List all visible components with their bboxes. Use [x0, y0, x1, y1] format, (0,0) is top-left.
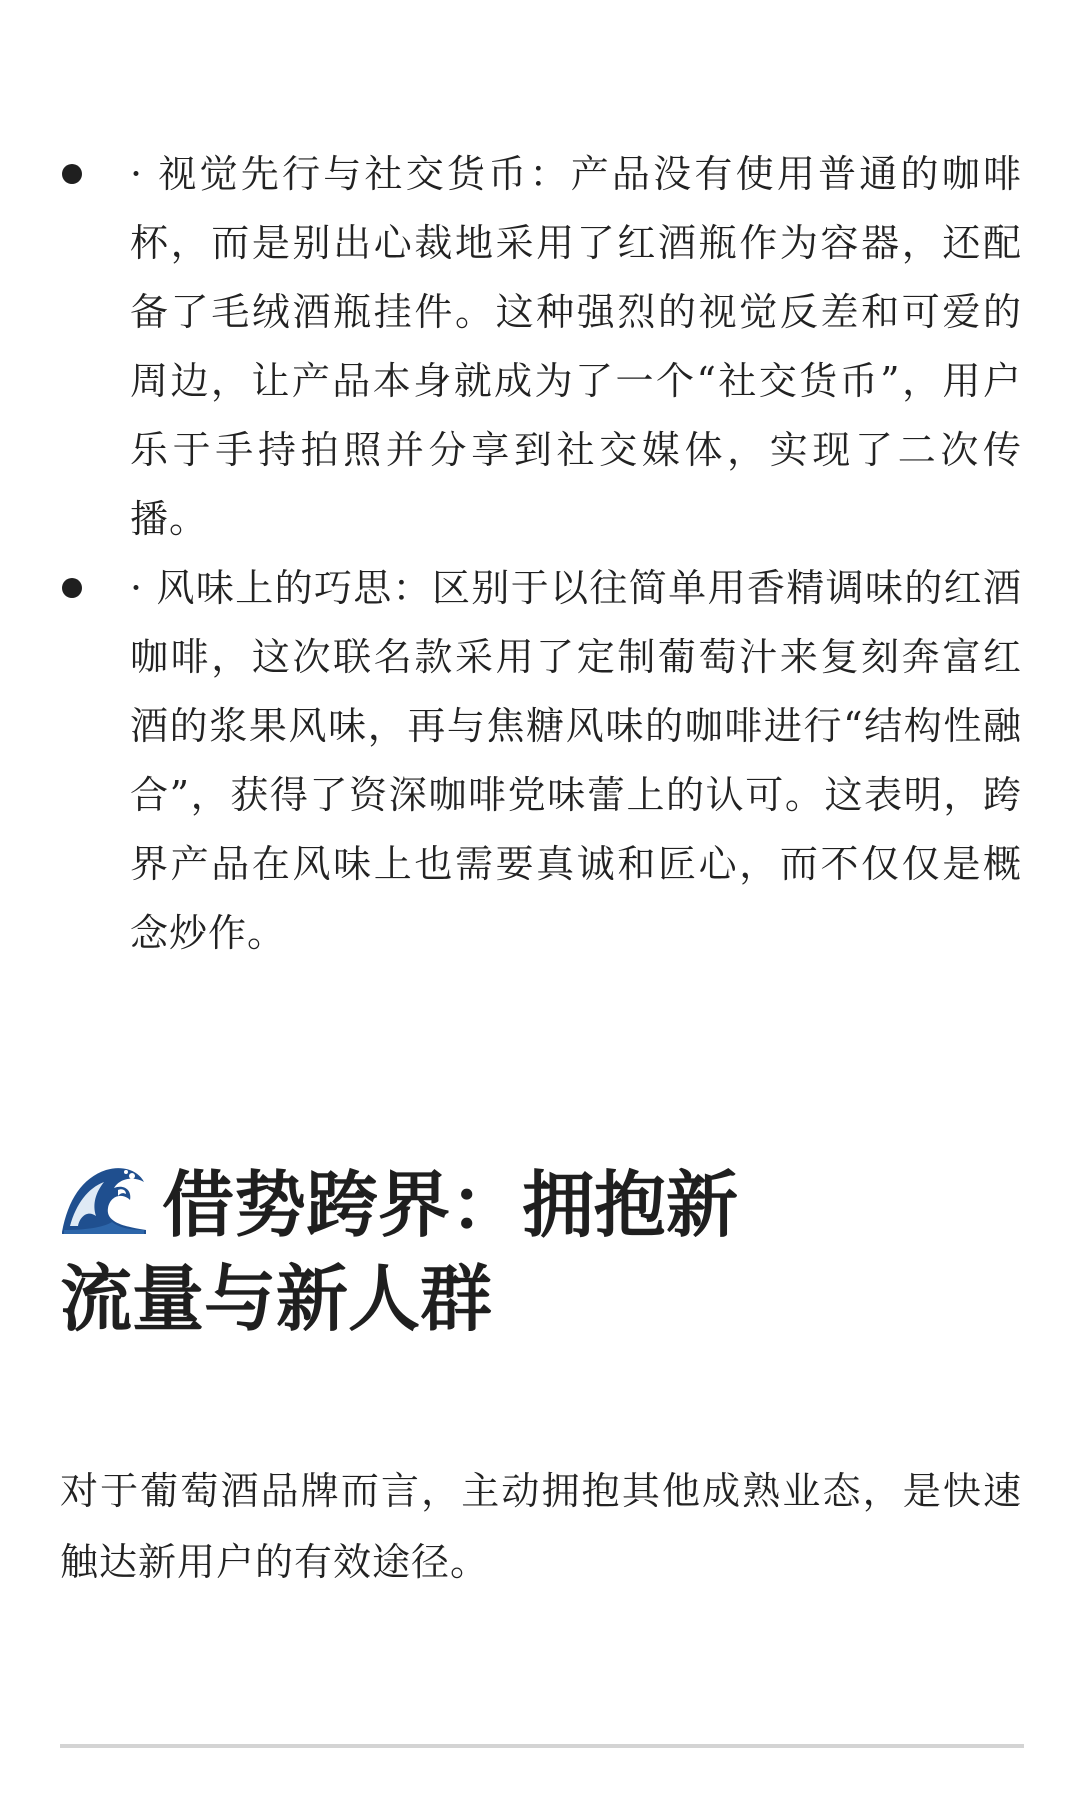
bullet-list: [60, 140, 1022, 968]
list-item: [60, 140, 1022, 554]
bullet-dot-icon: [62, 578, 82, 598]
section-heading: [60, 1158, 760, 1346]
body-paragraph: 对于葡萄酒品牌而言，主动拥抱其他成熟业态，是快速触达新用户的有效途径。: [60, 1469, 1022, 1584]
article-content: [60, 140, 1022, 1598]
divider: [60, 1744, 1024, 1748]
list-item-text: · 风味上的巧思：区别于以往简单用香精调味的红酒咖啡，这次联名款采用了定制葡萄汁来复刻奔富红酒的浆果风味，再与焦糖风味的咖啡进行“结构性融合”，获得了资深咖啡党味蕾上的认可。这表明，跨界产品在风味上也需要真诚和匠心，而不仅仅是概念炒作。: [130, 566, 1022, 955]
wave-icon: [60, 1160, 148, 1236]
list-item-text: · 视觉先行与社交货币：产品没有使用普通的咖啡杯，而是别出心裁地采用了红酒瓶作为容器，还配备了毛绒酒瓶挂件。这种强烈的视觉反差和可爱的周边，让产品本身就成为了一个“社交货币”，用户乐于手持拍照并分享到社交媒体，实现了二次传播。: [130, 152, 1022, 541]
list-item: [60, 554, 1022, 968]
bullet-dot-icon: [62, 164, 82, 184]
section-heading-text: 借势跨界：拥抱新流量与新人群: [60, 1162, 739, 1341]
